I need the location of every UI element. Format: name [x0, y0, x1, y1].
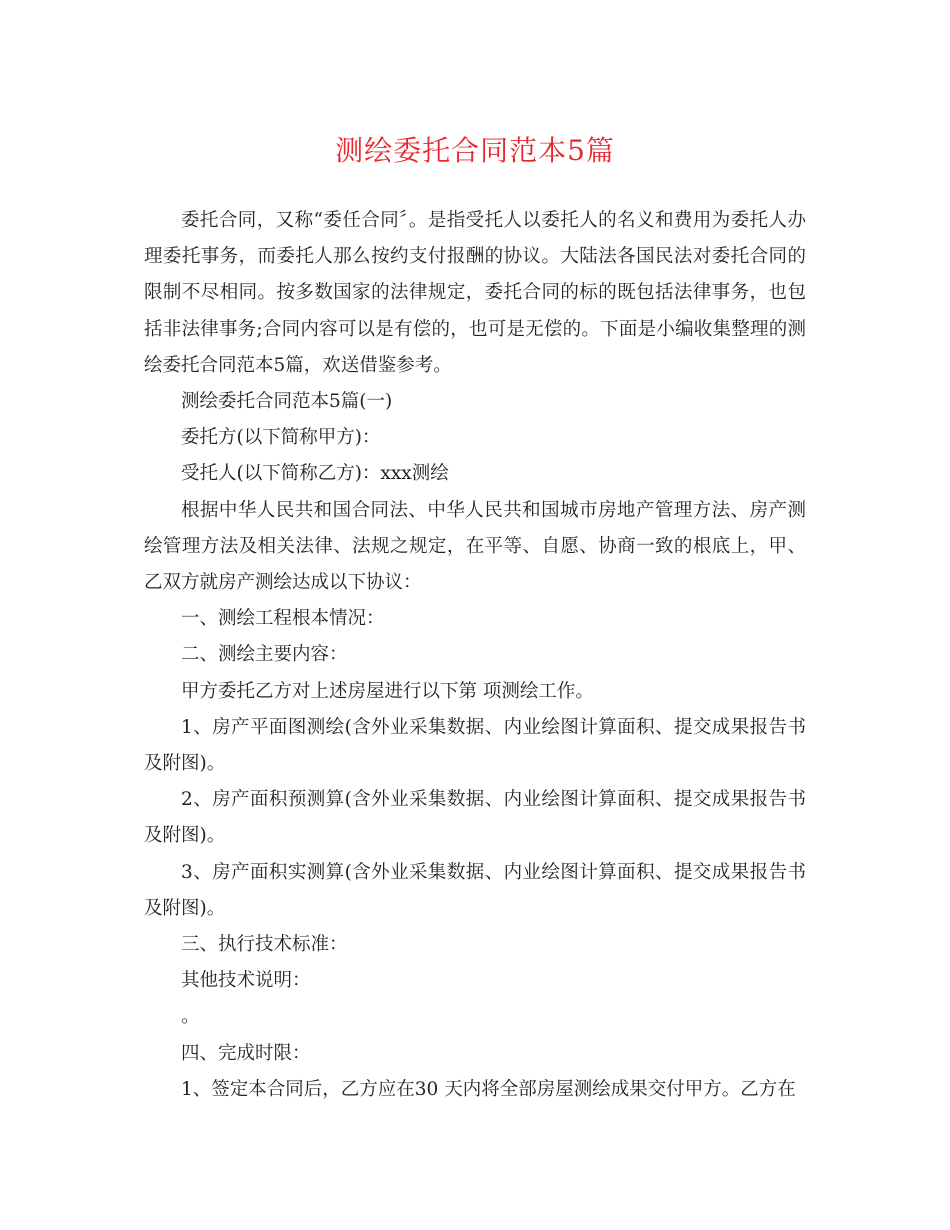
document-title: 测绘委托合同范本5篇 — [335, 134, 615, 167]
document-body — [144, 203, 806, 1108]
paragraph-legal-basis: 根据中华人民共和国合同法、中华人民共和国城市房地产管理方法、房产测绘管理方法及相关法律、法规之规定，在平等、自愿、协商一致的根底上，甲、乙双方就房产测绘达成以下协议： — [144, 499, 806, 594]
paragraph-section-heading: 测绘委托合同范本5篇(一) — [181, 391, 393, 413]
paragraph-tech-notes: 其他技术说明： — [181, 970, 311, 992]
paragraph-task-2: 2、房产面积预测算(含外业采集数据、内业绘图计算面积、提交成果报告书及附图)。 — [144, 789, 806, 847]
paragraph-commission: 甲方委托乙方对上述房屋进行以下第 项测绘工作。 — [181, 680, 594, 702]
paragraph-task-3: 3、房产面积实测算(含外业采集数据、内业绘图计算面积、提交成果报告书及附图)。 — [144, 861, 806, 919]
paragraph-intro: 委托合同，又称“委任合同〞。是指受托人以委托人的名义和费用为委托人办理委托事务，而委托人那么按约支付报酬的协议。大陆法各国民法对委托合同的限制不尽相同。按多数国家的法律规定，委托合同的标的既包括法律事务，也包括非法律事务;合同内容可以是有偿的，也可是无偿的。下面是小编收集整理的测绘委托合同范本5篇，欢送借鉴参考。 — [144, 210, 806, 376]
paragraph-item-4-heading: 四、完成时限： — [181, 1042, 311, 1064]
paragraph-deadline: 1、签定本合同后，乙方应在30 天内将全部房屋测绘成果交付甲方。乙方在 — [181, 1078, 796, 1100]
paragraph-period: 。 — [181, 1006, 200, 1028]
paragraph-item-1-heading: 一、测绘工程根本情况： — [181, 608, 385, 630]
paragraph-item-2-heading: 二、测绘主要内容： — [181, 644, 348, 666]
paragraph-contractor: 受托人(以下简称乙方)：xxx测绘 — [181, 463, 449, 485]
paragraph-task-1: 1、房产平面图测绘(含外业采集数据、内业绘图计算面积、提交成果报告书及附图)。 — [144, 716, 806, 775]
paragraph-client: 委托方(以下简称甲方)： — [181, 427, 381, 449]
paragraph-item-3-heading: 三、执行技术标准： — [181, 934, 348, 956]
